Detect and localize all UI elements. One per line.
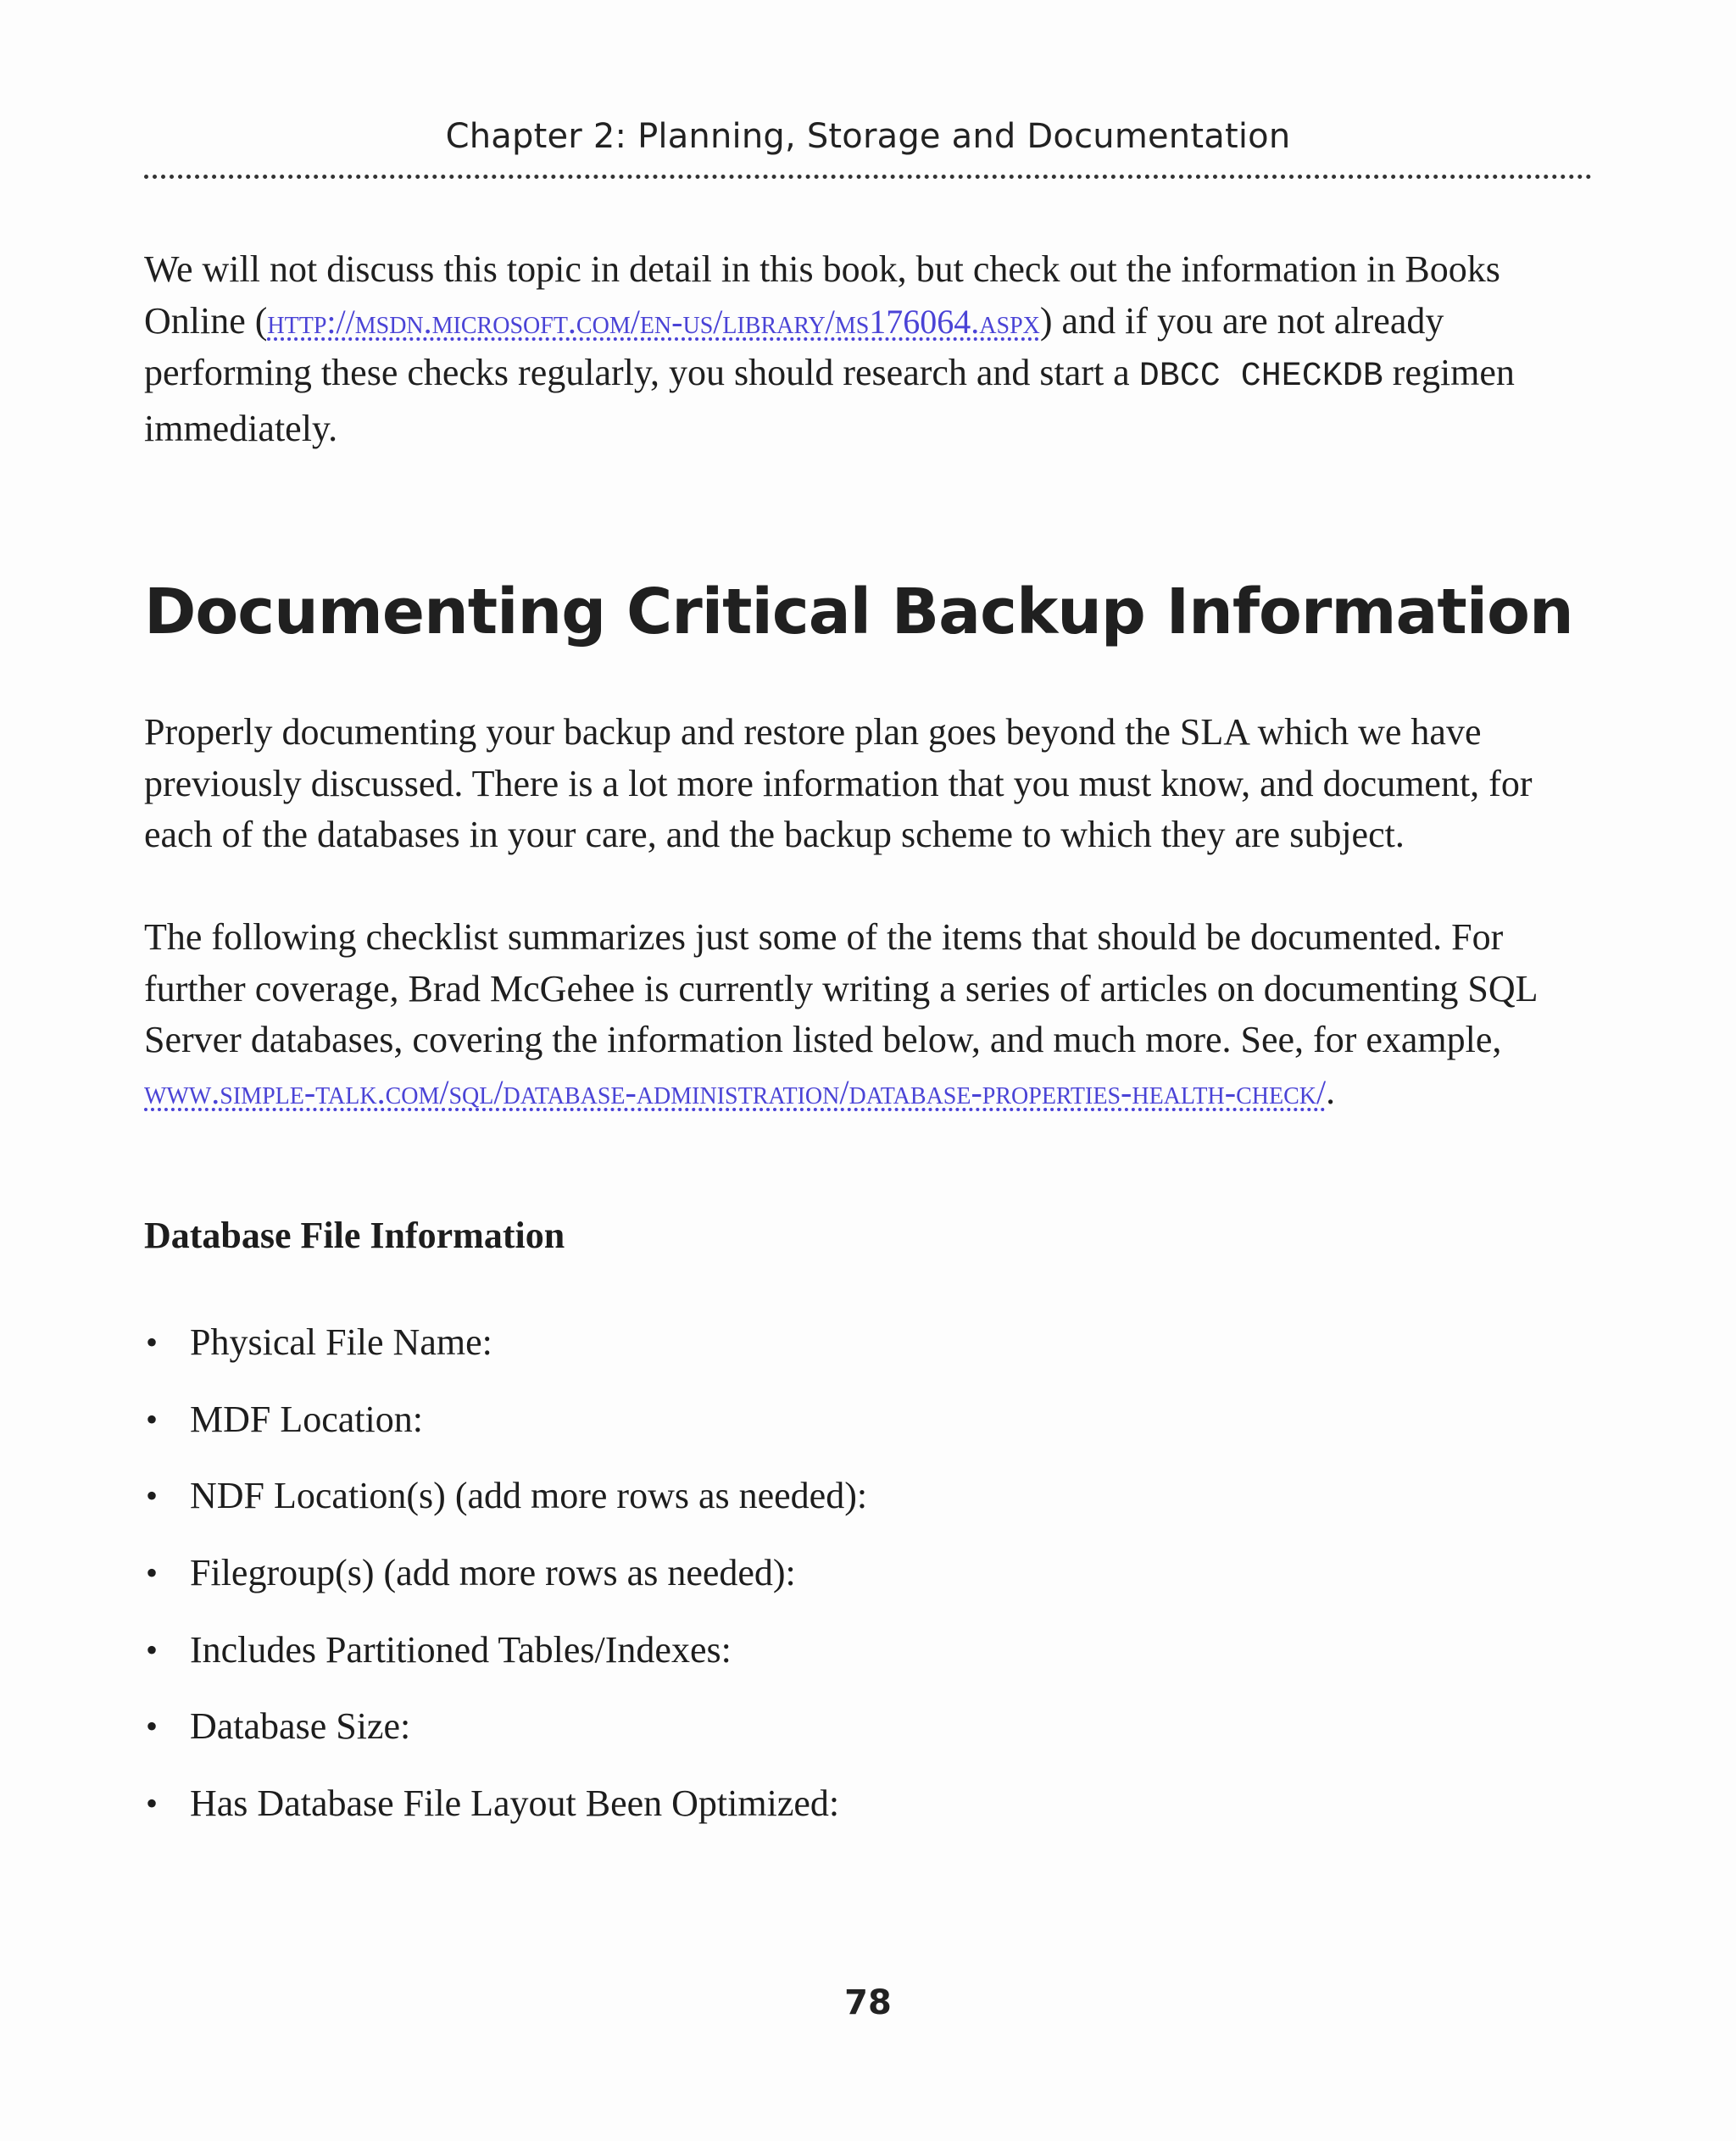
list-item bbox=[144, 1396, 867, 1473]
list-item bbox=[144, 1703, 867, 1780]
list-item bbox=[144, 1780, 867, 1857]
section-paragraph-1: Properly documenting your backup and restore plan goes beyond the SLA which we have previously discussed. There is a lot more information that you must know, and document, for each of the databases in your care, and the backup scheme to which they are subject. bbox=[144, 711, 1533, 855]
list-item-label: Physical File Name: bbox=[190, 1321, 492, 1363]
intro-text-end: regimen immediately. bbox=[144, 352, 1515, 449]
running-header: Chapter 2: Planning, Storage and Documentation bbox=[445, 117, 1291, 156]
header-dotted-rule bbox=[144, 175, 1592, 179]
simple-talk-link[interactable]: www.simple-talk.com/sql/database-administration/database-properties-health-check/ bbox=[144, 1072, 1327, 1111]
list-item-label: Includes Partitioned Tables/Indexes: bbox=[190, 1628, 732, 1671]
bullet-icon: • bbox=[146, 1630, 159, 1669]
intro-paragraph bbox=[144, 244, 1595, 454]
list-item bbox=[144, 1319, 867, 1396]
intro-text-start: We will not discuss this topic in detail in this book, but check out the information in Books Online ( bbox=[144, 248, 1500, 342]
dbcc-code: DBCC CHECKDB bbox=[1138, 358, 1383, 396]
list-item bbox=[144, 1472, 867, 1549]
msdn-link[interactable]: http://msdn.microsoft.com/en-us/library/ms176064.aspx bbox=[267, 302, 1040, 341]
bullet-icon: • bbox=[146, 1399, 159, 1438]
bullet-icon: • bbox=[146, 1784, 159, 1823]
bullet-icon: • bbox=[146, 1707, 159, 1746]
intro-text-middle: ) and if you are not already performing these checks regularly, you should research and start a bbox=[144, 299, 1444, 393]
list-item-label: Filegroup(s) (add more rows as needed): bbox=[190, 1552, 796, 1594]
paragraph-2-text: The following checklist summarizes just some of the items that should be documented. For further coverage, Brad McGehee is currently writing a series of articles on documenting SQL Server databases, covering the information listed below, and much more. See, for example, bbox=[144, 916, 1537, 1060]
bullet-icon: • bbox=[146, 1323, 159, 1361]
checklist-heading: Database File Information bbox=[144, 1215, 565, 1256]
paragraph-2-end: . bbox=[1326, 1070, 1336, 1112]
list-item bbox=[144, 1549, 867, 1627]
bullet-icon: • bbox=[146, 1554, 159, 1593]
bullet-icon: • bbox=[146, 1476, 159, 1515]
checklist bbox=[144, 1319, 867, 1857]
section-paragraph-2 bbox=[144, 912, 1595, 1118]
list-item-label: MDF Location: bbox=[190, 1398, 423, 1440]
list-item-label: Database Size: bbox=[190, 1705, 411, 1748]
list-item-label: NDF Location(s) (add more rows as needed): bbox=[190, 1475, 868, 1517]
page-number: 78 bbox=[844, 1983, 892, 2022]
list-item-label: Has Database File Layout Been Optimized: bbox=[190, 1782, 840, 1825]
section-title: Documenting Critical Backup Information bbox=[144, 576, 1573, 648]
list-item bbox=[144, 1627, 867, 1704]
